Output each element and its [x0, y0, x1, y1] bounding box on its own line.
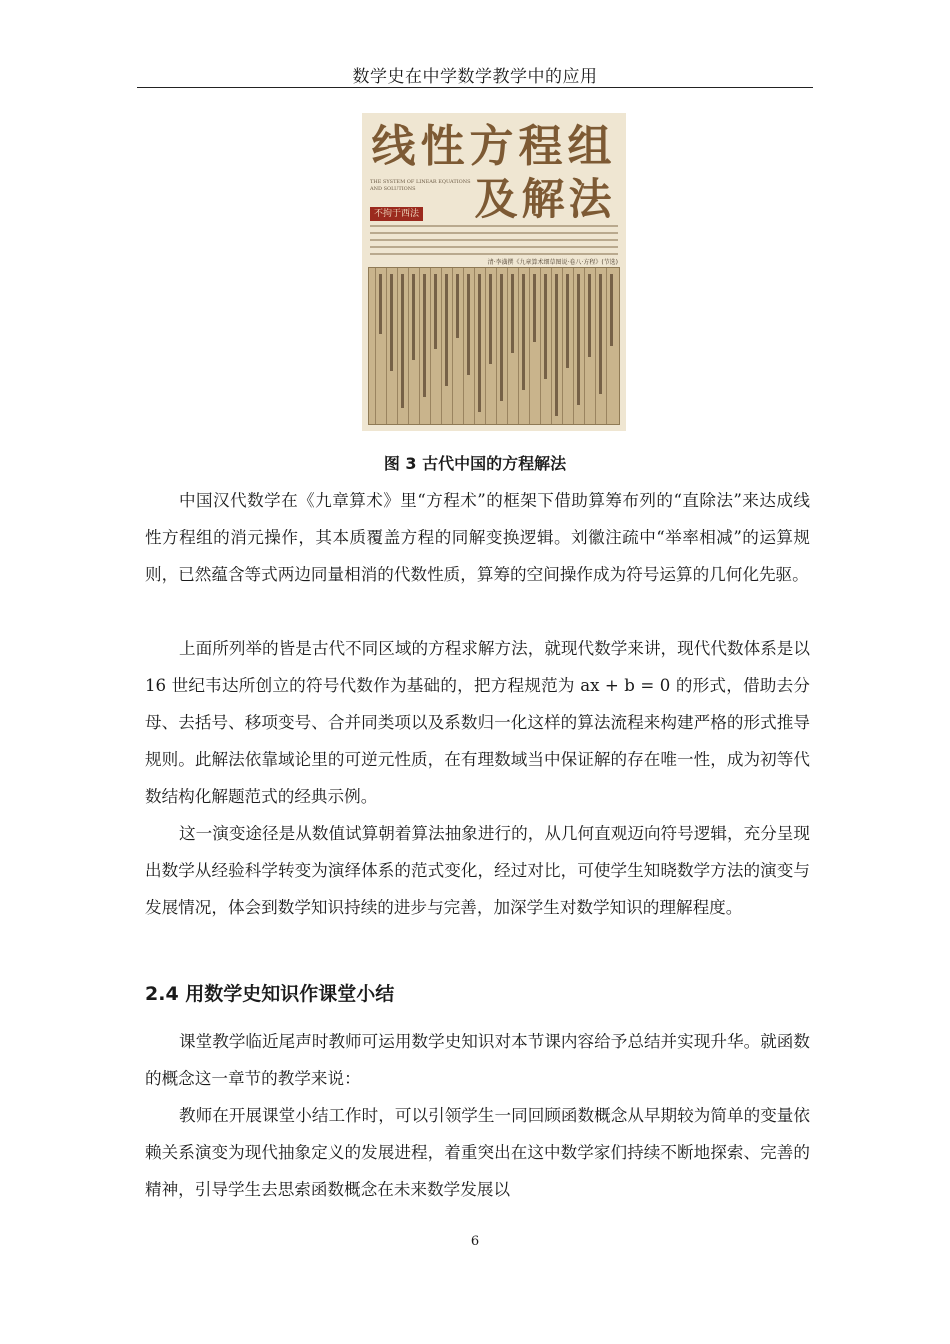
- manuscript-text-column: [555, 274, 558, 416]
- figure-title-line2: 及解法: [474, 175, 616, 225]
- manuscript-text-column: [544, 274, 547, 379]
- body-paragraph: 这一演变途径是从数值试算朝着算法抽象进行的，从几何直观迈向符号逻辑，充分呈现出数学从经验科学转变为演绎体系的范式变化，经过对比，可使学生知晓数学方法的演变与发展情况，体会到数学知识持续的进步与完善，加深学生对数学知识的理解程度。: [145, 824, 810, 917]
- manuscript-text-column: [390, 274, 393, 371]
- manuscript-text-column: [434, 274, 437, 349]
- manuscript-text-column: [401, 274, 404, 408]
- manuscript-text-column: [610, 274, 613, 346]
- page-number: 6: [470, 1234, 480, 1249]
- manuscript-column-rule: [518, 268, 519, 424]
- figure-caption: 图 3 古代中国的方程解法: [383, 454, 567, 473]
- manuscript-column-rule: [584, 268, 585, 424]
- manuscript-column-rule: [595, 268, 596, 424]
- manuscript-column-rule: [375, 268, 376, 424]
- manuscript-text-column: [478, 274, 481, 412]
- figure-description-text: [370, 225, 618, 255]
- manuscript-text-column: [467, 274, 470, 375]
- manuscript-column-rule: [452, 268, 453, 424]
- manuscript-text-column: [566, 274, 569, 368]
- manuscript-text-column: [577, 274, 580, 405]
- manuscript-column-rule: [474, 268, 475, 424]
- manuscript-column-rule: [408, 268, 409, 424]
- manuscript-column-rule: [397, 268, 398, 424]
- manuscript-column-rule: [540, 268, 541, 424]
- section-heading: 2.4 用数学史知识作课堂小结: [145, 983, 395, 1005]
- manuscript-text-column: [456, 274, 459, 338]
- manuscript-text-column: [500, 274, 503, 401]
- manuscript-text-column: [522, 274, 525, 390]
- manuscript-column-rule: [430, 268, 431, 424]
- manuscript-column-rule: [485, 268, 486, 424]
- manuscript-column-rule: [551, 268, 552, 424]
- manuscript-text-column: [511, 274, 514, 353]
- manuscript-column-rule: [507, 268, 508, 424]
- body-paragraph: 课堂教学临近尾声时教师可运用数学史知识对本节课内容给予总结并实现升华。就函数的概念这一章节的教学来说：: [145, 1032, 810, 1088]
- running-header: 数学史在中学数学教学中的应用: [352, 67, 598, 87]
- manuscript-text-column: [533, 274, 536, 342]
- manuscript-column-rule: [463, 268, 464, 424]
- ancient-manuscript-image: [368, 267, 620, 425]
- figure-stamp: 不拘于西法: [370, 207, 423, 221]
- manuscript-column-rule: [419, 268, 420, 424]
- manuscript-column-rule: [441, 268, 442, 424]
- manuscript-column-rule: [529, 268, 530, 424]
- figure-english-title: THE SYSTEM OF LINEAR EQUATIONS AND SOLUTIONS: [370, 179, 471, 192]
- manuscript-text-column: [445, 274, 448, 386]
- manuscript-text-column: [412, 274, 415, 360]
- figure-small-caption: 清·李潢撰《九章算术细草图说·卷八·方程》(节选): [487, 259, 618, 266]
- manuscript-text-column: [599, 274, 602, 394]
- body-paragraph: 中国汉代数学在《九章算术》里“方程术”的框架下借助算筹布列的“直除法”来达成线性方程组的消元操作，其本质覆盖方程的同解变换逻辑。刘徽注疏中“举率相减”的运算规则，已然蕴含等式两边同量相消的代数性质，算筹的空间操作成为符号运算的几何化先驱。: [145, 491, 810, 584]
- manuscript-text-column: [489, 274, 492, 364]
- manuscript-column-rule: [562, 268, 563, 424]
- body-paragraph: 教师在开展课堂小结工作时，可以引领学生一同回顾函数概念从早期较为简单的变量依赖关系演变为现代抽象定义的发展进程，着重突出在这中数学家们持续不断地探索、完善的精神，引导学生去思索函数概念在未来数学发展以: [145, 1106, 810, 1199]
- manuscript-text-column: [423, 274, 426, 397]
- manuscript-column-rule: [606, 268, 607, 424]
- body-paragraph: 上面所列举的皆是古代不同区域的方程求解方法，就现代数学来讲，现代代数体系是以 16 世纪韦达所创立的符号代数作为基础的，把方程规范为 ax + b = 0 的形式，借助去分母、去括号、移项变号、合并同类项以及系数归一化这样的算法流程来构建严格的形式推导规则。此解法依靠域论里的可逆元性质，在有理数域当中保证解的存在唯一性，成为初等代数结构化解题范式的经典示例。: [145, 639, 810, 806]
- book-cover-figure: [362, 113, 626, 431]
- manuscript-column-rule: [496, 268, 497, 424]
- manuscript-column-rule: [386, 268, 387, 424]
- manuscript-text-column: [379, 274, 382, 334]
- figure-title-line1: 线性方程组: [371, 121, 617, 172]
- header-rule: [137, 87, 813, 88]
- manuscript-column-rule: [573, 268, 574, 424]
- manuscript-text-column: [588, 274, 591, 357]
